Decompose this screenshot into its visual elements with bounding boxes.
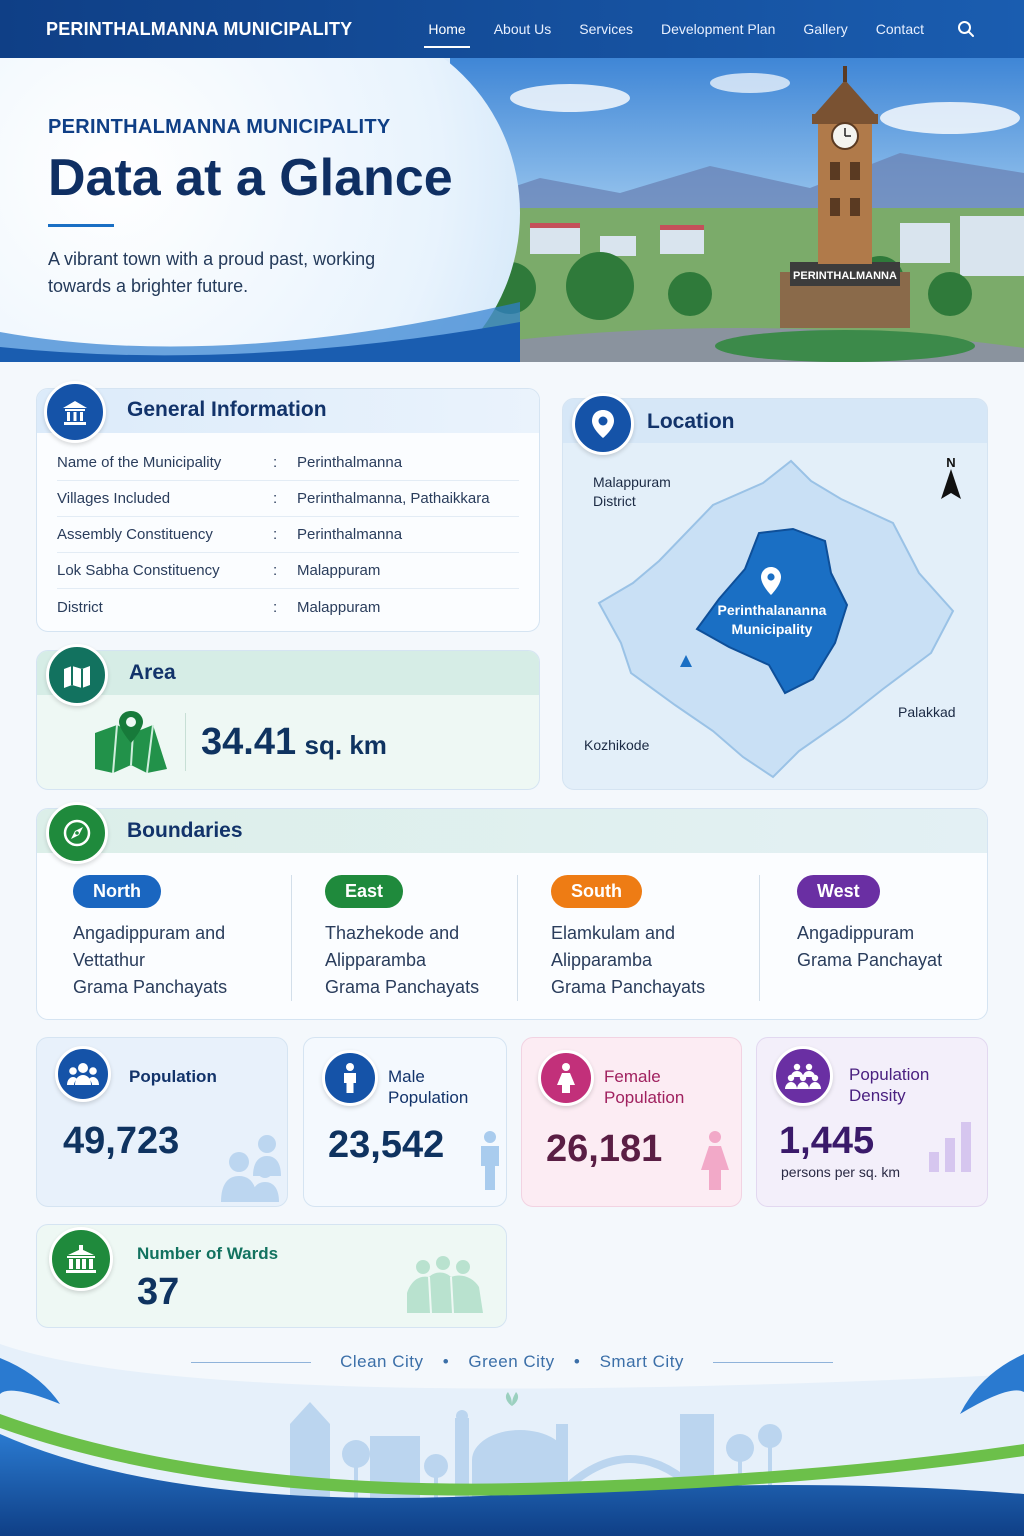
density-unit: persons per sq. km — [781, 1164, 901, 1180]
boundary-divider — [517, 875, 518, 1001]
north-arrow-icon — [941, 469, 961, 499]
footer-skyline — [0, 1344, 1024, 1536]
info-value: Perinthalmanna — [297, 454, 403, 471]
female-watermark-icon — [698, 1130, 732, 1192]
crowd-icon — [785, 1062, 821, 1090]
info-value: Perinthalmanna — [297, 526, 403, 543]
clock-tower-illustration — [450, 58, 1024, 362]
location-title: Location — [647, 410, 735, 433]
male-badge — [322, 1050, 378, 1106]
nav-link-development-plan[interactable]: Development Plan — [660, 21, 776, 37]
tower-sign: PERINTHALMANNA — [793, 270, 897, 282]
wards-label: Number of Wards — [137, 1244, 279, 1263]
compass-icon — [61, 817, 93, 849]
municipality-label: Perinthalananna Municipality — [717, 602, 827, 637]
district-label: Malappuram District — [593, 474, 671, 509]
area-map-icon — [61, 659, 93, 691]
boundary-divider — [291, 875, 292, 1001]
boundary-text-east: Thazhekode and Alipparamba Grama Panchayats — [325, 923, 480, 997]
density-value: 1,445 — [779, 1120, 875, 1162]
site-brand[interactable]: PERINTHALMANNA MUNICIPALITY — [46, 18, 353, 39]
boundary-pill-west: West — [797, 875, 880, 908]
wards-badge — [49, 1227, 113, 1291]
ward-map-watermark-icon — [403, 1251, 487, 1317]
boundary-text-south: Elamkulam and Alipparamba Grama Panchayats — [551, 923, 706, 997]
area-card — [36, 650, 540, 790]
info-row — [57, 553, 519, 589]
boundaries-badge — [46, 802, 108, 864]
info-value: Perinthalmanna, Pathaikkara — [297, 490, 490, 507]
info-row — [57, 517, 519, 553]
info-row — [57, 589, 519, 625]
search-button[interactable] — [948, 11, 984, 47]
location-badge — [572, 393, 634, 455]
search-icon — [957, 20, 975, 38]
density-badge — [773, 1046, 833, 1106]
info-value: Malappuram — [297, 562, 381, 579]
map-icon — [93, 709, 169, 773]
boundary-pill-north: North — [73, 875, 161, 908]
general-info-title: General Information — [127, 398, 327, 421]
wards-card — [36, 1224, 507, 1328]
people-watermark-icon — [213, 1132, 287, 1204]
boundary-text-north: Angadippuram and Vettathur Grama Panchayats — [73, 923, 228, 997]
tagline-dot: • — [442, 1352, 450, 1371]
male-label — [388, 1066, 468, 1108]
info-key: Lok Sabha Constituency — [57, 562, 220, 579]
neighbor-east-label: Palakkad — [898, 704, 956, 720]
top-nav — [0, 0, 1024, 58]
area-value: 34.41 — [201, 721, 297, 763]
info-colon: : — [273, 562, 278, 579]
north-label: N — [946, 455, 956, 470]
location-pin-icon — [589, 408, 617, 440]
boundary-text-west: Angadippuram Grama Panchayat — [797, 923, 943, 970]
hero-subtitle: PERINTHALMANNA MUNICIPALITY — [48, 116, 391, 138]
population-badge — [55, 1046, 111, 1102]
boundary-south — [551, 875, 705, 1001]
density-label-text: Population Density — [849, 1065, 930, 1105]
nav-link-services[interactable]: Services — [579, 21, 633, 37]
female-label-text: Female Population — [604, 1067, 685, 1107]
info-colon: : — [273, 526, 278, 543]
density-label — [849, 1064, 929, 1106]
nav-link-contact[interactable]: Contact — [875, 21, 924, 37]
boundary-north — [73, 875, 227, 1001]
boundary-pill-south: South — [551, 875, 642, 908]
info-key: Villages Included — [57, 490, 171, 507]
male-label-text: Male Population — [388, 1067, 469, 1107]
municipal-office-icon — [64, 1243, 98, 1275]
boundaries-title: Boundaries — [127, 819, 243, 842]
wards-value: 37 — [137, 1271, 180, 1313]
tagline-clean-city: Clean City — [340, 1352, 424, 1371]
male-value: 23,542 — [328, 1124, 445, 1166]
boundary-west — [797, 875, 942, 974]
info-colon: : — [273, 490, 278, 507]
boundary-divider — [759, 875, 760, 1001]
info-row — [57, 445, 519, 481]
area-badge — [46, 644, 108, 706]
tagline-green-city: Green City — [468, 1352, 555, 1371]
female-icon — [555, 1062, 577, 1094]
female-badge — [538, 1050, 594, 1106]
info-row — [57, 481, 519, 517]
nav-link-gallery[interactable]: Gallery — [803, 21, 848, 37]
boundary-east — [325, 875, 479, 1001]
male-watermark-icon — [476, 1130, 504, 1192]
area-readout — [201, 721, 387, 764]
nav-link-about[interactable]: About Us — [493, 21, 552, 37]
hero-banner — [0, 58, 1024, 362]
population-label: Population — [129, 1067, 217, 1086]
population-value: 49,723 — [63, 1120, 180, 1162]
info-value: Malappuram — [297, 598, 381, 616]
neighbor-west-label: Kozhikode — [584, 737, 650, 753]
area-header — [37, 651, 539, 695]
area-title: Area — [129, 661, 176, 684]
area-divider — [185, 713, 186, 771]
tagline-smart-city: Smart City — [599, 1352, 684, 1371]
nav-links — [414, 0, 938, 58]
tagline-dot: • — [573, 1352, 581, 1371]
nav-link-home[interactable]: Home — [414, 0, 479, 58]
bar-chart-watermark-icon — [927, 1118, 975, 1174]
general-info-badge — [44, 381, 106, 443]
general-info-card — [36, 388, 540, 632]
info-colon: : — [273, 454, 278, 471]
people-group-icon — [66, 1061, 100, 1087]
female-population-card — [521, 1037, 742, 1207]
population-card — [36, 1037, 288, 1207]
area-unit: sq. km — [304, 730, 387, 760]
page-title: Data at a Glance — [48, 149, 453, 207]
male-icon — [340, 1062, 360, 1094]
info-key: Assembly Constituency — [57, 526, 213, 543]
density-card — [756, 1037, 988, 1207]
info-colon: : — [273, 598, 278, 616]
hero-tagline: A vibrant town with a proud past, working towards a brighter future. — [48, 249, 376, 296]
title-underline — [48, 224, 114, 227]
government-building-icon — [59, 396, 91, 428]
female-label — [604, 1066, 684, 1108]
info-key: Name of the Municipality — [57, 454, 222, 471]
location-card — [562, 398, 988, 790]
hero-wave — [0, 292, 520, 362]
info-key: District — [57, 598, 103, 616]
male-population-card — [303, 1037, 507, 1207]
boundary-pill-east: East — [325, 875, 403, 908]
female-value: 26,181 — [546, 1128, 663, 1170]
